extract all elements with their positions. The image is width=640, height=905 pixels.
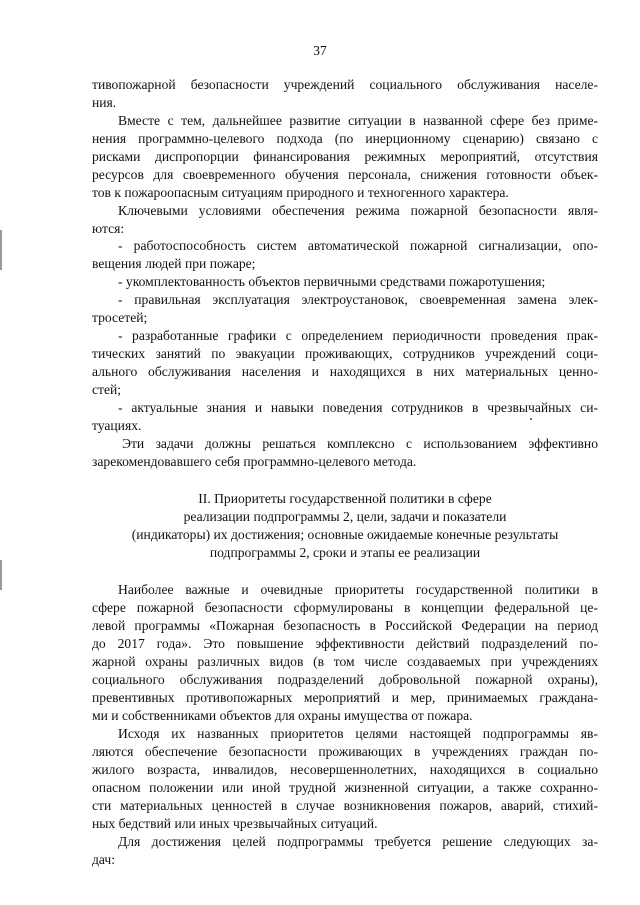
text-line: ются: [92, 221, 125, 236]
text-line: ния. [92, 95, 117, 110]
text-line: Эти задачи должны решаться комплексно с использованием эффективно [122, 436, 598, 451]
text-line: Вместе с тем, дальнейшее развитие ситуации в названной сфере без приме- [118, 113, 598, 128]
text-line: рисками диспропорции финансирования режимных мероприятий, отсутствия [92, 149, 598, 164]
list-item-line: тических занятий по эвакуации проживающих, сотрудников учреждений соци- [92, 346, 598, 361]
scan-edge-mark [0, 230, 2, 270]
text-line: Для достижения целей подпрограммы требуется решение следующих за- [118, 834, 598, 849]
scan-edge-mark [0, 560, 2, 590]
list-item-line: туациях. [92, 418, 142, 433]
text-line: тов к пожароопасным ситуациям природного и техногенного характера. [92, 185, 509, 200]
list-item-line: вещения людей при пожаре; [92, 256, 256, 271]
text-line: сти материальных ценностей в случае возникновения пожаров, аварий, стихий- [92, 798, 598, 813]
text-line: опасном положении или иной трудной жизненной ситуации, а также сохранно- [92, 780, 598, 795]
text-line: тивопожарной безопасности учреждений социального обслуживания населе- [92, 77, 598, 92]
text-line: превентивных противопожарных мероприятий и мер, принимаемых граждана- [92, 690, 598, 705]
list-item-line: - правильная эксплуатация электроустановок, своевременная замена элек- [118, 292, 598, 307]
text-line: жилого возраста, инвалидов, несовершеннолетних, находящихся в социально [92, 762, 598, 777]
list-item-line: ального обслуживания населения и находящихся в них материальных ценно- [92, 364, 598, 379]
section-heading-line: II. Приоритеты государственной политики в сфере [198, 491, 492, 506]
text-line: Исходя их названных приоритетов целями настоящей подпрограммы яв- [118, 726, 598, 741]
text-line: ми и собственниками объектов для охраны имущества от пожара. [92, 708, 473, 723]
text-line: сфере пожарной безопасности сформулированы в концепции федеральной це- [92, 600, 598, 615]
text-line: социального обслуживания подразделений добровольной пожарной охраны), [92, 672, 598, 687]
text-line: ных бедствий или иных чрезвычайных ситуаций. [92, 816, 378, 831]
text-line: Ключевыми условиями обеспечения режима пожарной безопасности явля- [118, 203, 598, 218]
text-line: зарекомендовавшего себя программно-целевого метода. [92, 454, 417, 469]
page-number: 37 [313, 43, 327, 58]
list-item-line: - укомплектованность объектов первичными средствами пожаротушения; [118, 274, 546, 289]
text-line: ляются обеспечение безопасности проживающих в учреждениях граждан по- [92, 744, 598, 759]
text-line: Наиболее важные и очевидные приоритеты государственной политики в [118, 582, 598, 597]
section-heading-line: (индикаторы) их достижения; основные ожидаемые конечные результаты [131, 527, 559, 542]
text-line: дач: [92, 852, 116, 867]
text-line: левой программы «Пожарная безопасность в Российской Федерации на период [92, 618, 598, 633]
list-item-line: тросетей; [92, 310, 148, 325]
text-line: ресурсов для своевременного обучения персонала, снижения готовности объек- [92, 167, 598, 182]
section-heading-line: реализации подпрограммы 2, цели, задачи и показатели [183, 509, 507, 524]
list-item-line: стей; [92, 382, 122, 397]
text-line: жарной охраны различных видов (в том числе создаваемых при учреждениях [92, 654, 598, 669]
text-line: до 2017 года». Это повышение эффективности действий подразделений по- [92, 636, 598, 651]
text-line: нения программно-целевого подхода (по инерционному сценарию) связано с [92, 131, 598, 146]
list-item-line: - работоспособность систем автоматической пожарной сигнализации, опо- [118, 238, 598, 253]
section-heading-line: подпрограммы 2, сроки и этапы ее реализации [209, 545, 481, 560]
scan-speck [530, 418, 532, 420]
list-item-line: - разработанные графики с определением периодичности проведения прак- [118, 328, 598, 343]
list-item-line: - актуальные знания и навыки поведения сотрудников в чрезвычайных си- [118, 400, 598, 415]
